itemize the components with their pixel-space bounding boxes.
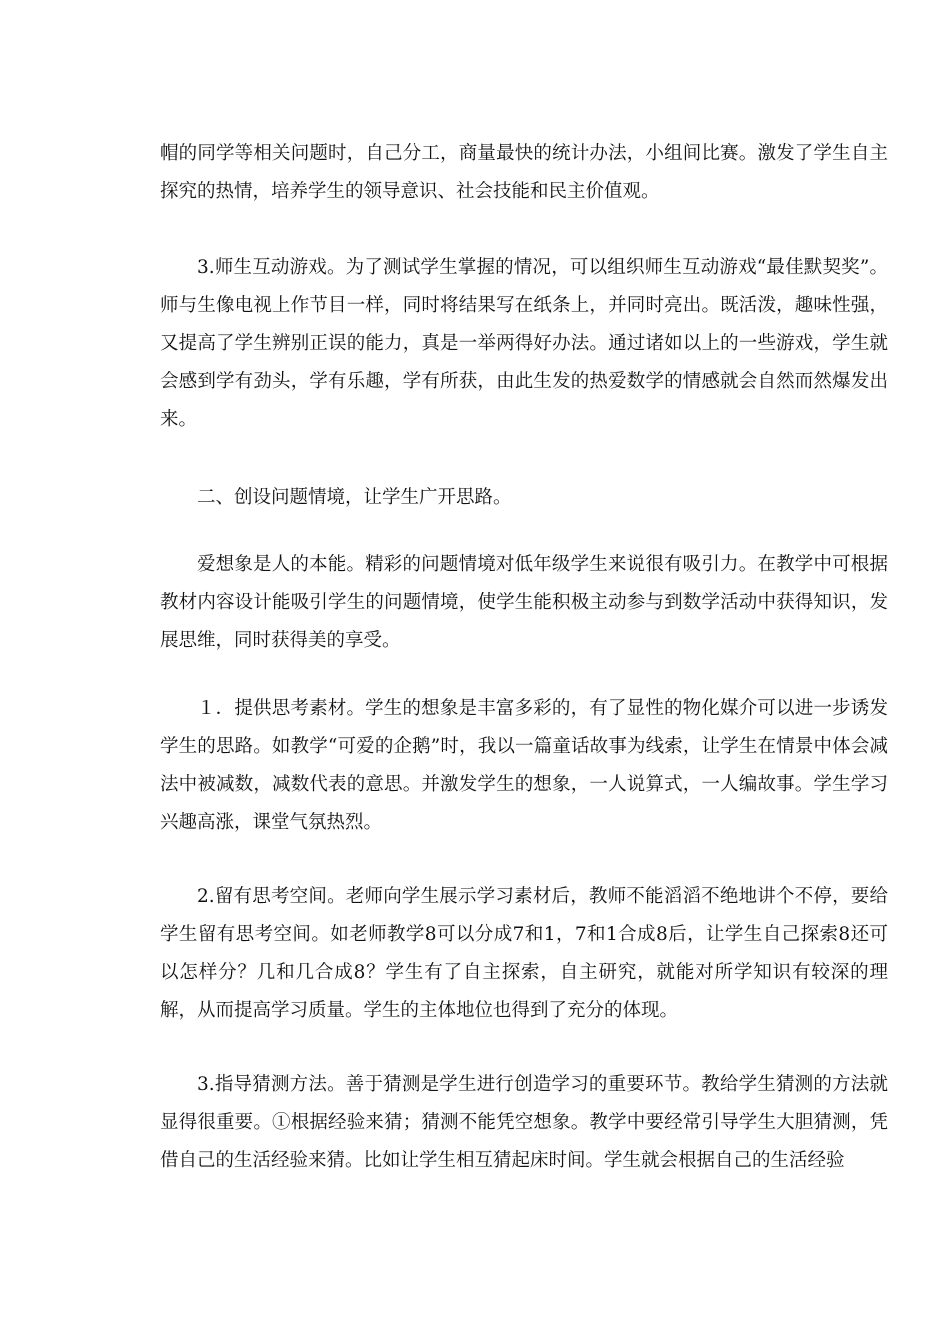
paragraph-teacher-student-game: 3.师生互动游戏。为了测试学生掌握的情况，可以组织师生互动游戏“最佳默契奖”。师与生像电视上作节目一样，同时将结果写在纸条上，并同时亮出。既活泼，趣味性强，又提高了学生辨别正误的能力，真是一举两得好办法。通过诸如以上的一些游戏，学生就会感到学有劲头，学有乐趣，学有所获，由此生发的热爱数学的情感就会自然而然爆发出来。 [160, 257, 888, 430]
paragraph-guess-methods: 3.指导猜测方法。善于猜测是学生进行创造学习的重要环节。教给学生猜测的方法就显得很重要。①根据经验来猜；猜测不能凭空想象。教学中要经常引导学生大胆猜测，凭借自己的生活经验来猜。比如让学生相互猜起床时间。学生就会根据自己的生活经验 [160, 1074, 888, 1171]
paragraph-imagination: 爱想象是人的本能。精彩的问题情境对低年级学生来说很有吸引力。在教学中可根据教材内容设计能吸引学生的问题情境，使学生能积极主动参与到数学活动中获得知识，发展思维，同时获得美的享受。 [160, 554, 888, 651]
paragraph-provide-materials: １．提供思考素材。学生的想象是丰富多彩的，有了显性的物化媒介可以进一步诱发学生的思路。如教学“可爱的企鹅”时，我以一篇童话故事为线索，让学生在情景中体会减法中被减数，减数代表的意思。并激发学生的想象，一人说算式，一人编故事。学生学习兴趣高涨，课堂气氛热烈。 [160, 698, 888, 833]
paragraph-thinking-space: 2.留有思考空间。老师向学生展示学习素材后，教师不能滔滔不绝地讲个不停，要给学生留有思考空间。如老师教学8可以分成7和1，7和1合成8后，让学生自己探索8还可以怎样分？几和几合成8？学生有了自主探索，自主研究，就能对所学知识有较深的理解，从而提高学习质量。学生的主体地位也得到了充分的体现。 [160, 886, 888, 1021]
paragraph-continuation: 帽的同学等相关问题时，自己分工，商量最快的统计办法，小组间比赛。激发了学生自主探究的热情，培养学生的领导意识、社会技能和民主价值观。 [160, 143, 888, 202]
section-heading-problem-situation: 二、创设问题情境，让学生广开思路。 [197, 487, 512, 508]
